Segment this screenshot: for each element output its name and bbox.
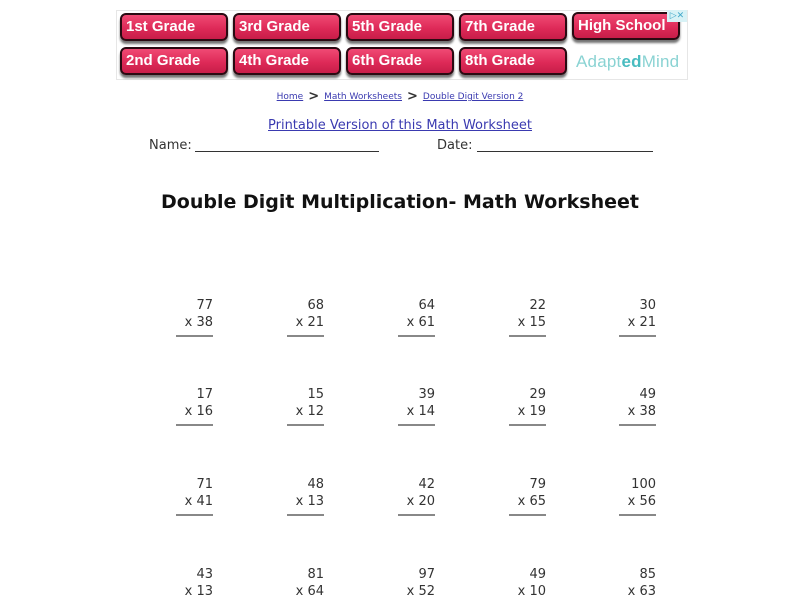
grade-button-4th[interactable]: 4th Grade [233,47,341,75]
date-field[interactable] [477,151,653,152]
breadcrumb-home[interactable]: Home [276,92,304,102]
problem-item [486,566,546,600]
answer-line [287,424,324,426]
grade-button-3rd[interactable]: 3rd Grade [233,13,341,41]
date-label: Date: [437,138,473,153]
problem-multiplier: x 20 [406,494,435,509]
problem-item [153,297,213,337]
problem-item [596,476,656,516]
problem-multiplier: x 16 [184,404,213,419]
answer-line [509,424,546,426]
problem-multiplier: x 64 [295,584,324,599]
problem-multiplier: x 52 [406,584,435,599]
problem-item [264,297,324,337]
name-label: Name: [149,138,192,153]
answer-line [509,335,546,337]
problem-multiplier: x 13 [184,584,213,599]
problem-top-number: 42 [418,477,435,492]
problem-item [375,297,435,337]
problem-multiplier: x 19 [517,404,546,419]
problem-item [264,476,324,516]
answer-line [398,424,435,426]
grade-button-8th[interactable]: 8th Grade [459,47,567,75]
problem-top-number: 49 [639,387,656,402]
problem-top-number: 43 [196,567,213,582]
grade-button-6th[interactable]: 6th Grade [346,47,454,75]
problem-item [486,386,546,426]
problem-item [375,476,435,516]
problem-top-number: 68 [307,298,324,313]
problem-multiplier: x 13 [295,494,324,509]
problem-multiplier: x 21 [627,315,656,330]
problem-item [596,566,656,600]
problem-item [264,566,324,600]
problem-top-number: 15 [307,387,324,402]
problem-top-number: 29 [529,387,546,402]
answer-line [398,514,435,516]
problem-top-number: 64 [418,298,435,313]
problem-item [375,566,435,600]
answer-line [619,514,656,516]
problem-top-number: 39 [418,387,435,402]
problem-top-number: 79 [529,477,546,492]
problem-top-number: 97 [418,567,435,582]
problem-multiplier: x 14 [406,404,435,419]
logo-text-post: Mind [641,52,680,71]
problem-multiplier: x 38 [627,404,656,419]
problem-multiplier: x 10 [517,584,546,599]
problem-item [153,476,213,516]
problem-top-number: 85 [639,567,656,582]
problem-item [153,386,213,426]
grade-button-7th[interactable]: 7th Grade [459,13,567,41]
problem-top-number: 17 [196,387,213,402]
problem-item [375,386,435,426]
logo-text-bold: ed [621,52,642,71]
problem-top-number: 49 [529,567,546,582]
answer-line [287,514,324,516]
problem-multiplier: x 38 [184,315,213,330]
printable-version-row [0,118,800,133]
grade-button-high-school[interactable]: High School [572,12,680,40]
answer-line [509,514,546,516]
problem-multiplier: x 65 [517,494,546,509]
page-title: Double Digit Multiplication- Math Worksheet [161,191,639,213]
logo-text-pre: Adapt [576,52,622,71]
answer-line [176,424,213,426]
breadcrumb-double-digit[interactable]: Double Digit Version 2 [422,92,524,102]
answer-line [287,335,324,337]
answer-line [176,335,213,337]
problem-multiplier: x 15 [517,315,546,330]
breadcrumb-separator: > [308,89,320,104]
problem-top-number: 81 [307,567,324,582]
problem-item [486,297,546,337]
grade-button-1st[interactable]: 1st Grade [120,13,228,41]
answer-line [176,514,213,516]
breadcrumb [0,89,800,104]
problem-multiplier: x 61 [406,315,435,330]
problem-item [486,476,546,516]
problem-item [153,566,213,600]
printable-version-link[interactable]: Printable Version of this Math Worksheet [268,118,532,133]
breadcrumb-math-worksheets[interactable]: Math Worksheets [324,92,402,102]
problem-multiplier: x 12 [295,404,324,419]
problem-top-number: 100 [631,477,656,492]
grade-button-5th[interactable]: 5th Grade [346,13,454,41]
problem-top-number: 30 [639,298,656,313]
problem-top-number: 77 [196,298,213,313]
answer-line [619,335,656,337]
problem-multiplier: x 56 [627,494,656,509]
problem-top-number: 22 [529,298,546,313]
adaptedmind-logo[interactable] [576,52,679,72]
breadcrumb-separator: > [406,89,418,104]
answer-line [398,335,435,337]
problem-multiplier: x 21 [295,315,324,330]
problem-item [264,386,324,426]
problem-multiplier: x 41 [184,494,213,509]
problem-multiplier: x 63 [627,584,656,599]
problem-item [596,297,656,337]
problem-top-number: 71 [196,477,213,492]
ad-choices-icon[interactable]: ▷✕ [667,10,687,22]
problem-top-number: 48 [307,477,324,492]
problem-item [596,386,656,426]
grade-button-2nd[interactable]: 2nd Grade [120,47,228,75]
answer-line [619,424,656,426]
name-field[interactable] [195,151,379,152]
